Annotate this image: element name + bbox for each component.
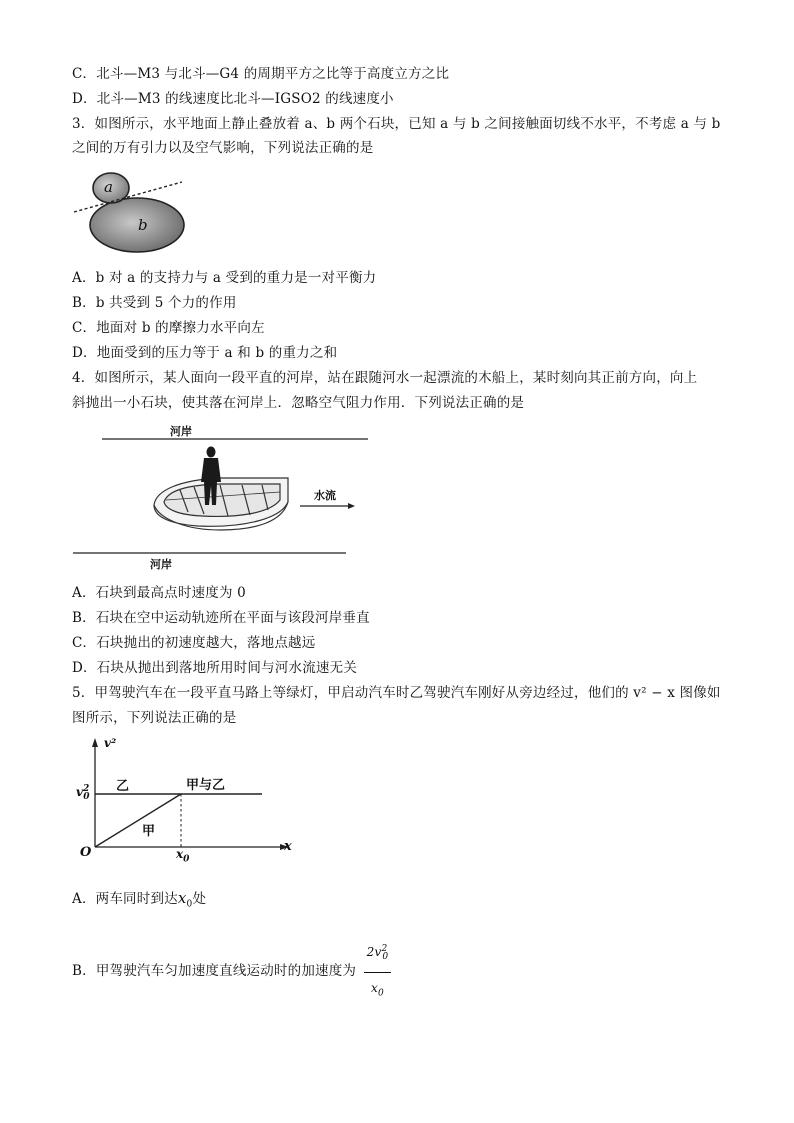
q3-option-b: B．b 共受到 5 个力的作用: [72, 295, 237, 311]
label-yi: 乙: [116, 779, 130, 794]
origin-label: O: [80, 845, 92, 860]
stone-b: [90, 198, 184, 252]
q5-option-a: A．两车同时到达$x_0$处: [72, 889, 207, 910]
q4-option-b: B．石块在空中运动轨迹所在平面与该段河岸垂直: [72, 610, 370, 626]
v0-squared-label: $v^2_0$: [76, 784, 90, 803]
x0-label: $x_0$: [176, 847, 190, 865]
acceleration-fraction: $\frac{2v^2_0}{x_0}$: [364, 935, 392, 1008]
q3-option-d: D．地面受到的压力等于 a 和 b 的重力之和: [72, 345, 338, 361]
river-bank-top-label: 河岸: [170, 425, 192, 438]
label-jia: 甲: [142, 824, 156, 839]
q4-boat-figure: [70, 430, 370, 560]
water-flow-label: 水流: [314, 489, 336, 502]
q3-label-b: b: [138, 216, 148, 234]
q2-option-c: C．北斗—M3 与北斗—G4 的周期平方之比等于高度立方之比: [72, 66, 450, 82]
q4-option-d: D．石块从抛出到落地所用时间与河水流速无关: [72, 660, 358, 676]
line-jia: [95, 794, 181, 847]
river-bank-bottom-label: 河岸: [150, 558, 172, 571]
q4-stem-line1: 4．如图所示，某人面向一段平直的河岸，站在跟随河水一起漂流的木船上，某时刻向其正前方向，向上: [72, 370, 698, 386]
q3-option-c: C．地面对 b 的摩擦力水平向左: [72, 320, 265, 336]
q4-option-c: C．石块抛出的初速度越大，落地点越远: [72, 635, 316, 651]
label-jia-and-yi: 甲与乙: [186, 778, 226, 793]
x-axis-label: x: [284, 839, 292, 854]
q5-stem-line2: 图所示，下列说法正确的是: [72, 710, 237, 726]
q5-option-b: B．甲驾驶汽车匀加速度直线运动时的加速度为 $\frac{2v^2_0}{x_0}$: [72, 935, 391, 1008]
y-axis-label: v²: [104, 736, 117, 750]
q3-option-a: A．b 对 a 的支持力与 a 受到的重力是一对平衡力: [72, 270, 377, 286]
q2-option-d: D．北斗—M3 的线速度比北斗—IGSO2 的线速度小: [72, 91, 394, 107]
q4-option-a: A．石块到最高点时速度为 0: [72, 585, 246, 601]
q5-stem-line1: 5．甲驾驶汽车在一段平直马路上等绿灯，甲启动汽车时乙驾驶汽车刚好从旁边经过，他们的 v² − x 图像如: [72, 685, 721, 701]
q4-stem-line2: 斜抛出一小石块，使其落在河岸上．忽略空气阻力作用．下列说法正确的是: [72, 395, 525, 411]
q3-stem-line2: 之间的万有引力以及空气影响，下列说法正确的是: [72, 140, 374, 156]
boat: [154, 478, 288, 530]
q3-stones-figure: [70, 168, 190, 260]
q5-v2-x-graph: [70, 735, 300, 865]
q3-stem-line1: 3．如图所示，水平地面上静止叠放着 a、b 两个石块，已知 a 与 b 之间接触面切线不水平，不考虑 a 与 b: [72, 116, 721, 132]
q3-label-a: a: [104, 178, 113, 196]
